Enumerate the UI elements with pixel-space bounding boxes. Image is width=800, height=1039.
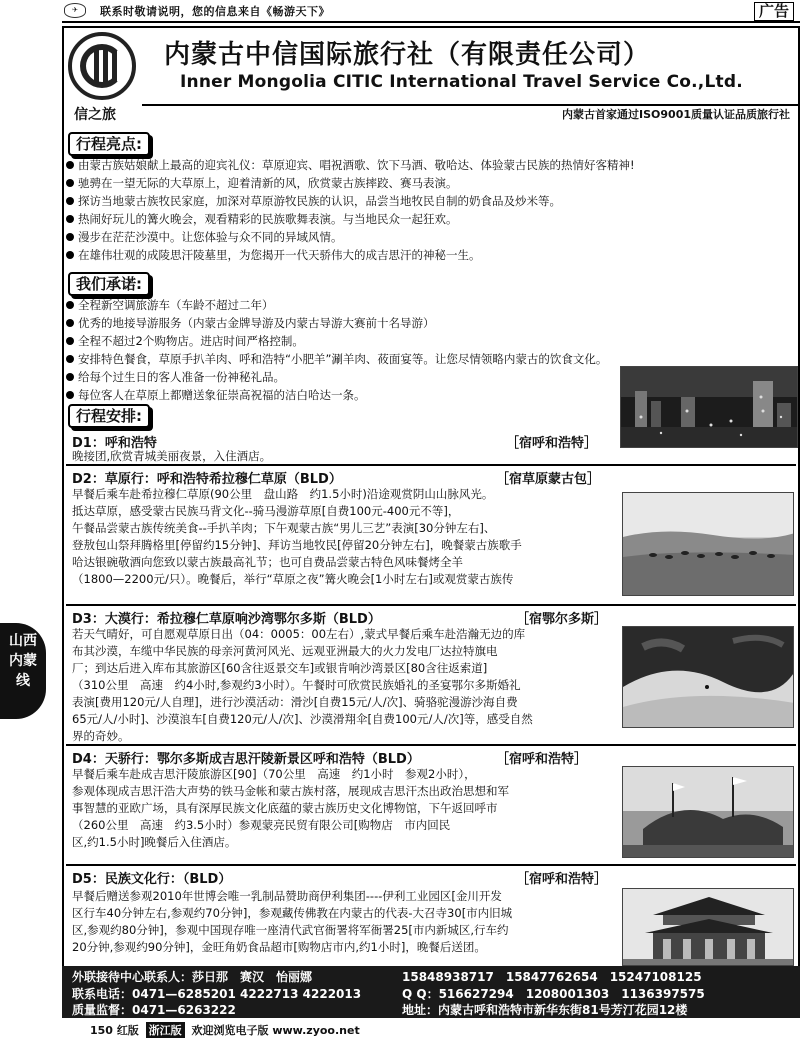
list-item: 给每个过生日的客人准备一份神秘礼品。 bbox=[66, 368, 796, 386]
promises-label: 我们承诺: bbox=[68, 272, 150, 296]
route-side-tab: 山西 内蒙 线 bbox=[0, 623, 46, 719]
day-description: 早餐后赠送参观2010年世博会唯一乳制品赞助商伊利集团----伊利工业园区[金川开发 区行车40分钟左右,参观约70分钟]，参观藏传佛教在内蒙古的代表-大召寺30[市内旧城 区,参观约80分钟]，参观中国现存唯一座清代武官衙署将军衙署25[市内新城区,行车约 20分钟,参观约90分钟]，金旺角奶食品超市[购物店市内,约1小时]，晚餐后送团。 bbox=[72, 889, 513, 954]
list-item: 热闹好玩儿的篝火晚会，观看精彩的民族歌舞表演。与当地民众一起狂欢。 bbox=[66, 210, 796, 228]
magazine-logo-icon: ✈ bbox=[64, 3, 86, 18]
day-title: D1：呼和浩特 bbox=[72, 436, 157, 451]
day-title: D5：民族文化行：（BLD） bbox=[72, 872, 232, 887]
logo-caption: 信之旅 bbox=[74, 107, 116, 123]
bullet-icon bbox=[66, 355, 74, 363]
bullet-icon bbox=[66, 337, 74, 345]
day-title: D4：天骄行：鄂尔多斯成吉思汗陵新景区呼和浩特（BLD） bbox=[72, 752, 420, 767]
day-5-block bbox=[66, 864, 796, 968]
bullet-icon bbox=[66, 301, 74, 309]
list-item: 由蒙古族姑娘献上最高的迎宾礼仪：草原迎宾、唱祝酒歌、饮下马酒、敬哈达、体验蒙古民族的热情好客精神! bbox=[66, 156, 796, 174]
bullet-icon bbox=[66, 215, 74, 223]
day-stay: ［宿呼和浩特］ bbox=[506, 436, 598, 451]
day-stay: ［宿鄂尔多斯］ bbox=[516, 612, 608, 627]
edition-tag: 红版 bbox=[116, 1024, 139, 1037]
bullet-icon bbox=[66, 179, 74, 187]
bullet-icon bbox=[66, 319, 74, 327]
day-1-block bbox=[66, 428, 796, 463]
address: 地址：内蒙古呼和浩特市新华东街81号芳汀花园12楼 bbox=[402, 1003, 688, 1017]
list-item: 每位客人在草原上都赠送象征崇高祝福的洁白哈达一条。 bbox=[66, 386, 796, 404]
contact-qq: Q Q：516627294 1208001303 1136397575 bbox=[402, 987, 705, 1001]
page-number: 150 bbox=[90, 1024, 113, 1037]
highlights-label: 行程亮点: bbox=[68, 132, 150, 156]
contact-footer bbox=[62, 966, 800, 1018]
bullet-icon bbox=[66, 161, 74, 169]
contact-tel: 联系电话：0471—6285201 4222713 4222013 bbox=[72, 987, 362, 1001]
website-link[interactable]: 欢迎浏览电子版 www.zyoo.net bbox=[191, 1024, 360, 1037]
bullet-icon bbox=[66, 391, 74, 399]
list-item: 全程新空调旅游车（车龄不超过二年） bbox=[66, 296, 796, 314]
itinerary-label: 行程安排: bbox=[68, 404, 150, 428]
day-description: 早餐后乘车赴希拉穆仁草原(90公里 盘山路 约1.5小时)沿途观赏阴山山脉风光。 抵达草原，感受蒙古民族马背文化--骑马漫游草原[自费100元-400元不等]， 午餐品尝蒙古族传统美食--手扒羊肉；下午观蒙古族“男儿三艺”表演[30分钟左右]、 登敖包山祭拜腾格里[停留约15分钟]、拜访当地牧民[停留20分钟左右]，晚餐蒙古族歌手 哈达银碗敬酒向您致以蒙古族最高礼节；也可自费品尝蒙古特色风味餐烤全羊 （1800—2200元/只）。晚餐后，举行“草原之夜”篝火晚会[1小时左右]或观赏蒙古族传 bbox=[72, 487, 522, 586]
bullet-icon bbox=[66, 233, 74, 241]
source-notice: 联系时敬请说明，您的信息来自《畅游天下》 bbox=[100, 5, 330, 18]
day-description: 早餐后乘车赴成吉思汗陵旅游区[90]（70公里 高速 约1小时 参观2小时）， 参观体现成吉思汗浩大声势的铁马金帐和蒙古族村落，展现成吉思汗杰出政治思想和军 事智慧的亚欧广场，具有深厚民族文化底蕴的蒙古族历史文化博物馆，下午返回呼市 （260公里 高速 约3.5小时）参观蒙亮民贸有限公司[购物店 市内回民 区,约1.5小时]晚餐后入住酒店。 bbox=[72, 767, 509, 849]
list-item: 优秀的地接导游服务（内蒙古金牌导游及内蒙古导游大赛前十名导游） bbox=[66, 314, 796, 332]
day-title: D2：草原行：呼和浩特希拉穆仁草原（BLD） bbox=[72, 472, 342, 487]
day-description: 若天气晴好，可自愿观草原日出（04：0005：00左右）,蒙式早餐后乘车赴浩瀚无边的库 布其沙漠，车缆中华民族的母亲河黄河风光、远观亚洲最大的火力发电厂达拉特旗电 厂；到达后进入库布其旅游区[60含往返景交车]或银肯响沙湾景区[80含往返索道] （310公里 高速 约4小时,参观约3小时）。午餐时可欣赏民族婚礼的圣宴鄂尔多斯婚礼 表演[费用120元/人自理]，进行沙漠活动：滑沙[自费15元/人/次]、骑骆驼漫游沙海自费 65元/人/小时]、沙漠浪车[自费120元/人/次]、沙漠滑翔伞[自费100元/人/次]等，感受自然 界的奇妙。 bbox=[72, 627, 533, 743]
list-item: 探访当地蒙古族牧民家庭，加深对草原游牧民族的认识，品尝当地牧民自制的奶食品及炒米等。 bbox=[66, 192, 796, 210]
list-item: 驰骋在一望无际的大草原上，迎着清新的风，欣赏蒙古族摔跤、赛马表演。 bbox=[66, 174, 796, 192]
highlights-list bbox=[66, 156, 796, 264]
top-strip bbox=[0, 0, 800, 22]
contact-people: 外联接待中心联系人：莎日那 赛汉 怡丽娜 bbox=[72, 970, 313, 984]
citic-logo-icon bbox=[68, 32, 136, 100]
mausoleum-statue-photo bbox=[622, 766, 794, 858]
ad-label: 广告 bbox=[754, 2, 794, 21]
contact-phones: 15848938717 15847762654 15247108125 bbox=[402, 970, 702, 984]
company-title-cn: 内蒙古中信国际旅行社（有限责任公司） bbox=[164, 40, 651, 70]
bullet-icon bbox=[66, 251, 74, 259]
day-stay: ［宿呼和浩特］ bbox=[496, 752, 588, 767]
bullet-icon bbox=[66, 373, 74, 381]
edition-tag: 浙江版 bbox=[146, 1022, 185, 1038]
day-stay: ［宿草原蒙古包］ bbox=[496, 472, 601, 487]
day-3-block bbox=[66, 604, 796, 742]
grassland-photo bbox=[622, 492, 794, 596]
day-title: D3：大漠行：希拉穆仁草原响沙湾鄂尔多斯（BLD） bbox=[72, 612, 381, 627]
day-4-block bbox=[66, 744, 796, 862]
quality-supervision: 质量监督：0471—6263222 bbox=[72, 1003, 236, 1017]
divider bbox=[62, 21, 800, 23]
desert-photo bbox=[622, 626, 794, 728]
list-item: 在雄伟壮观的成陵思汗陵墓里，为您揭开一代天骄伟大的成吉思汗的神秘一生。 bbox=[66, 246, 796, 264]
list-item: 安排特色餐食，草原手扒羊肉、呼和浩特“小肥羊”涮羊肉、莜面宴等。让您尽情领略内蒙古的饮食文化。 bbox=[66, 350, 796, 368]
day-description: 晚接团,欣赏青城美丽夜景，入住酒店。 bbox=[72, 449, 272, 463]
company-header bbox=[64, 28, 798, 128]
list-item: 全程不超过2个购物店。进店时间严格控制。 bbox=[66, 332, 796, 350]
company-title-en: Inner Mongolia CITIC International Travel Service Co.,Ltd. bbox=[180, 72, 743, 92]
list-item: 漫步在茫茫沙漠中。让您体验与众不同的异域风情。 bbox=[66, 228, 796, 246]
page-footer bbox=[90, 1022, 360, 1038]
temple-photo bbox=[622, 888, 794, 966]
iso-certification: 内蒙古首家通过ISO9001质量认证品质旅行社 bbox=[562, 108, 790, 121]
bullet-icon bbox=[66, 197, 74, 205]
day-stay: ［宿呼和浩特］ bbox=[516, 872, 608, 887]
day-2-block bbox=[66, 464, 796, 602]
ad-frame bbox=[62, 26, 800, 1016]
